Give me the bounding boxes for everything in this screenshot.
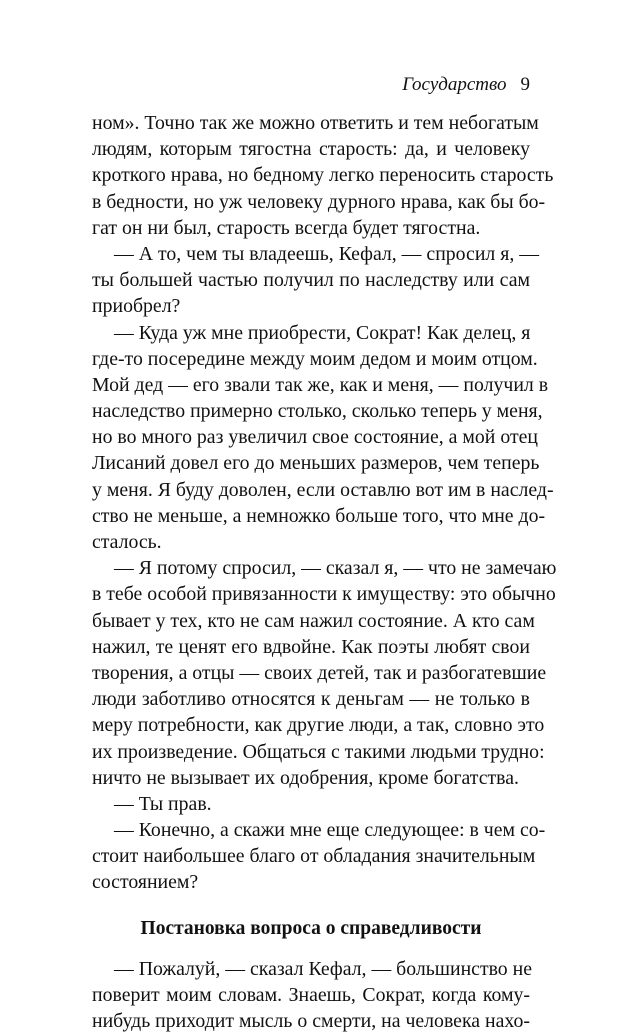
text-line: — Ты прав. [114, 792, 212, 815]
text-line: ном». Точно так же можно ответить и тем небогатым [92, 112, 539, 134]
paragraph [92, 791, 530, 817]
text-line: — А то, чем ты владеешь, Кефал, — спросил я, — [114, 242, 540, 265]
text-line: их произведение. Общаться с такими людьми трудно: [92, 740, 545, 763]
text-line: поверит моим словам. Знаешь, Сократ, когда кому- [92, 983, 530, 1006]
text-line: люди заботливо относятся к деньгам — не только в [92, 688, 530, 711]
text-line: состоянием? [92, 871, 199, 894]
text-line: кроткого нрава, но бедному легко переносить старость [92, 164, 554, 187]
paragraph [92, 956, 530, 1034]
text-line: — Я потому спросил, — сказал я, — что не замечаю [114, 557, 557, 580]
text-line: приобрел? [92, 295, 181, 318]
paragraph [92, 555, 557, 791]
page-number: 9 [520, 74, 530, 95]
text-line: ничто не вызывает их одобрения, кроме богатства. [92, 766, 519, 789]
text-line: стоит наибольшее благо от обладания значительным [92, 845, 536, 868]
text-line: — Куда уж мне приобрести, Сократ! Как делец, я [114, 321, 531, 344]
text-line: — Пожалуй, — сказал Кефал, — большинство не [114, 957, 532, 980]
section-heading: Постановка вопроса о справедливости [140, 917, 482, 939]
text-line: нибудь приходит мысль о смерти, на человека нахо- [92, 1010, 530, 1032]
running-header-title: Государство [402, 74, 507, 95]
text-line: — Конечно, а скажи мне еще следующее: в чем со- [114, 819, 546, 842]
running-header [402, 73, 530, 97]
paragraph [92, 110, 554, 241]
paragraph [92, 241, 540, 320]
paragraph [92, 320, 554, 556]
text-line: нажил, те ценят его вдвойне. Как поэты любят свои [92, 635, 530, 658]
text-line: в тебе особой привязанности к имуществу: это обычно [92, 583, 556, 606]
text-line: бывает у тех, кто не сам нажил состояние. А кто сам [92, 609, 535, 632]
text-line: Мой дед — его звали так же, как и меня, — получил в [92, 373, 549, 396]
text-line: в бедности, но уж человеку дурного нрава, как бы бо- [92, 190, 546, 213]
body-text [92, 110, 557, 1034]
text-line: гат он ни был, старость всегда будет тягостна. [92, 216, 481, 239]
text-line: людям, которым тягостна старость: да, и человеку [92, 138, 530, 161]
text-line: Лисаний довел его до меньших размеров, чем теперь [92, 452, 540, 475]
text-line: меру потребности, как другие люди, а так, словно это [92, 714, 545, 737]
text-line: ство не меньше, а немножко больше того, что мне до- [92, 504, 546, 527]
text-line: у меня. Я буду доволен, если оставлю вот им в наслед- [92, 478, 554, 501]
paragraph [92, 817, 546, 896]
text-line: но во много раз увеличил свое состояние, а мой отец [92, 426, 538, 449]
text-line: сталось. [92, 531, 162, 553]
text-line: творения, а отцы — своих детей, так и разбогатевшие [92, 661, 547, 684]
text-line: где-то посередине между моим дедом и моим отцом. [92, 347, 538, 370]
text-line: ты большей частью получил по наследству или сам [92, 269, 530, 292]
text-line: наследство примерно столько, сколько теперь у меня, [92, 400, 543, 423]
